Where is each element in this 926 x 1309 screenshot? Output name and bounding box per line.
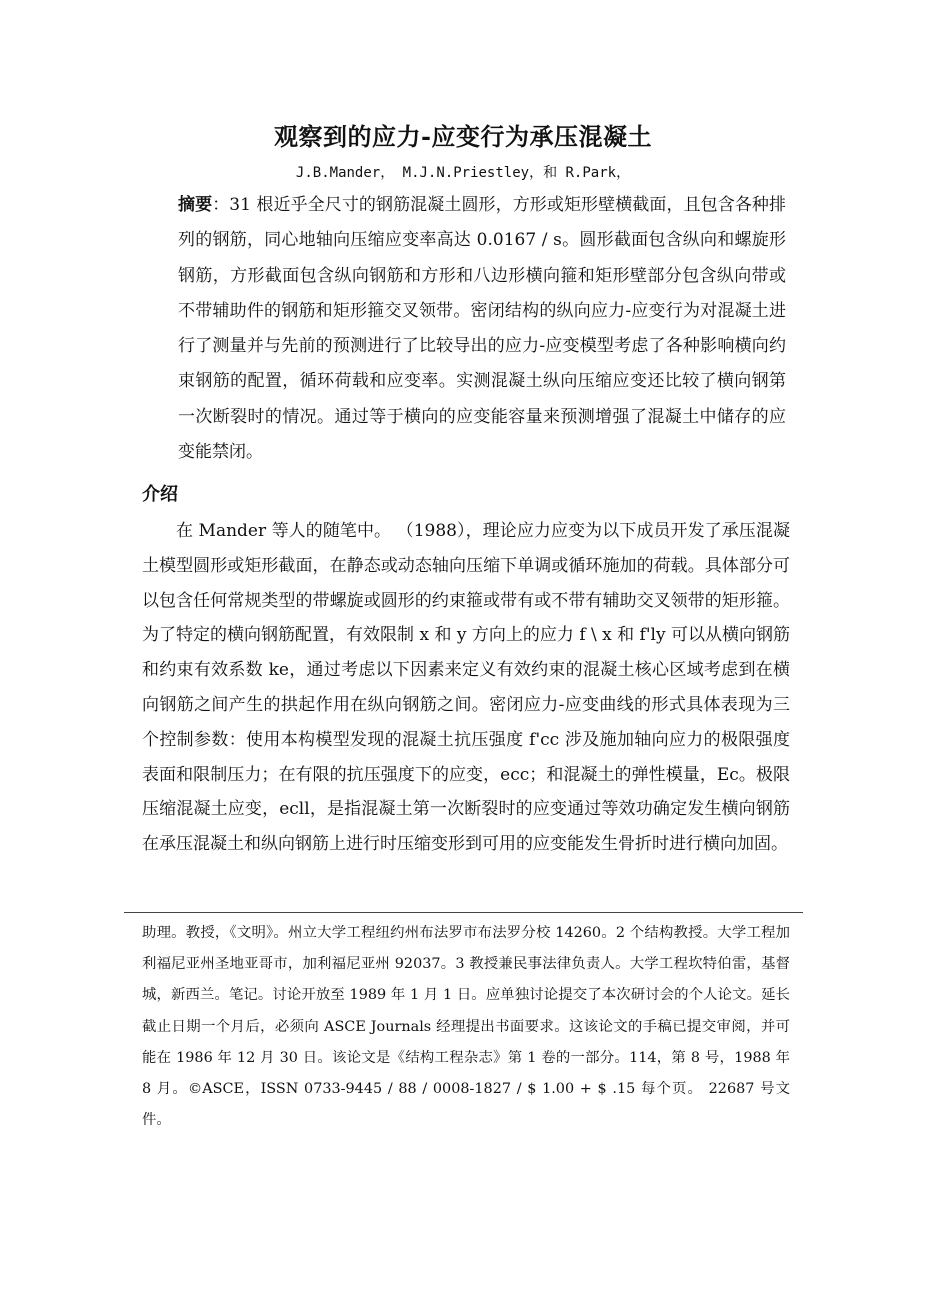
introduction-paragraph: 在 Mander 等人的随笔中。 （1988），理论应力应变为以下成员开发了承压混凝土模型圆形或矩形截面，在静态或动态轴向压缩下单调或循环施加的荷载。具体部分可以包含任何常规类型的带螺旋或圆形的约束箍或带有或不带有辅助交叉领带的矩形箍。为了特定的横向钢筋配置，有效限制 x 和 y 方向上的应力 f \ x 和 f'ly 可以从横向钢筋和约束有效系数 ke，通过考虑以下因素来定义有效约束的混凝土核心区域考虑到在横向钢筋之间产生的拱起作用在纵向钢筋之间。密闭应力-应变曲线的形式具体表现为三个控制参数：使用本构模型发现的混凝土抗压强度 f'cc 涉及施加轴向应力的极限强度表面和限制压力；在有限的抗压强度下的应变，ecc；和混凝土的弹性模量，Ec。极限压缩混凝土应变，ecll，是指混凝土第一次断裂时的应变通过等效功确定发生横向钢筋在承压混凝土和纵向钢筋上进行时压缩变形到可用的应变能发生骨折时进行横向加固。 bbox=[142, 521, 790, 855]
author-list: J.B.Mander， M.J.N.Priestley，和 R.Park， bbox=[295, 165, 631, 181]
paper-title: 观察到的应力-应变行为承压混凝土 bbox=[274, 122, 652, 151]
footnote-divider bbox=[124, 912, 803, 913]
abstract-text: ：31 根近乎全尺寸的钢筋混凝土圆形，方形或矩形壁横截面，且包含各种排列的钢筋，同心地轴向压缩应变率高达 0.0167 / s。圆形截面包含纵向和螺旋形钢筋，方形截面包含纵向钢筋和方形和八边形横向箍和矩形壁部分包含纵向带或不带辅助件的钢筋和矩形箍交叉领带。密闭结构的纵向应力-应变行为对混凝土进行了测量并与先前的预测进行了比较导出的应力-应变模型考虑了各种影响横向约束钢筋的配置，循环荷载和应变率。实测混凝土纵向压缩应变还比较了横向钢第一次断裂时的情况。通过等于横向的应变能容量来预测增强了混凝土中储存的应变能禁闭。 bbox=[178, 195, 787, 463]
section-heading-introduction: 介绍 bbox=[142, 484, 178, 505]
abstract-label: 摘要 bbox=[178, 195, 213, 215]
footnote-text: 助理。教授，《文明》。州立大学工程纽约州布法罗市布法罗分校 14260。2 个结构教授。大学工程加利福尼亚州圣地亚哥市，加利福尼亚州 92037。3 教授兼民事法律负责人。大学工程坎特伯雷，基督城，新西兰。笔记。讨论开放至 1989 年 1 月 1 日。应单独讨论提交了本次研讨会的个人论文。延长截止日期一个月后，必须向 ASCE Journals 经理提出书面要求。这该论文的手稿已提交审阅，并可能在 1986 年 12 月 30 日。该论文是《结构工程杂志》第 1 卷的一部分。114，第 8 号，1988 年 8 月。©ASCE，ISSN 0733-9445 / 88 / 0008-1827 / $ 1.00 + $ .15 每个页。 22687 号文件。 bbox=[142, 925, 790, 1129]
abstract-block bbox=[178, 188, 786, 470]
